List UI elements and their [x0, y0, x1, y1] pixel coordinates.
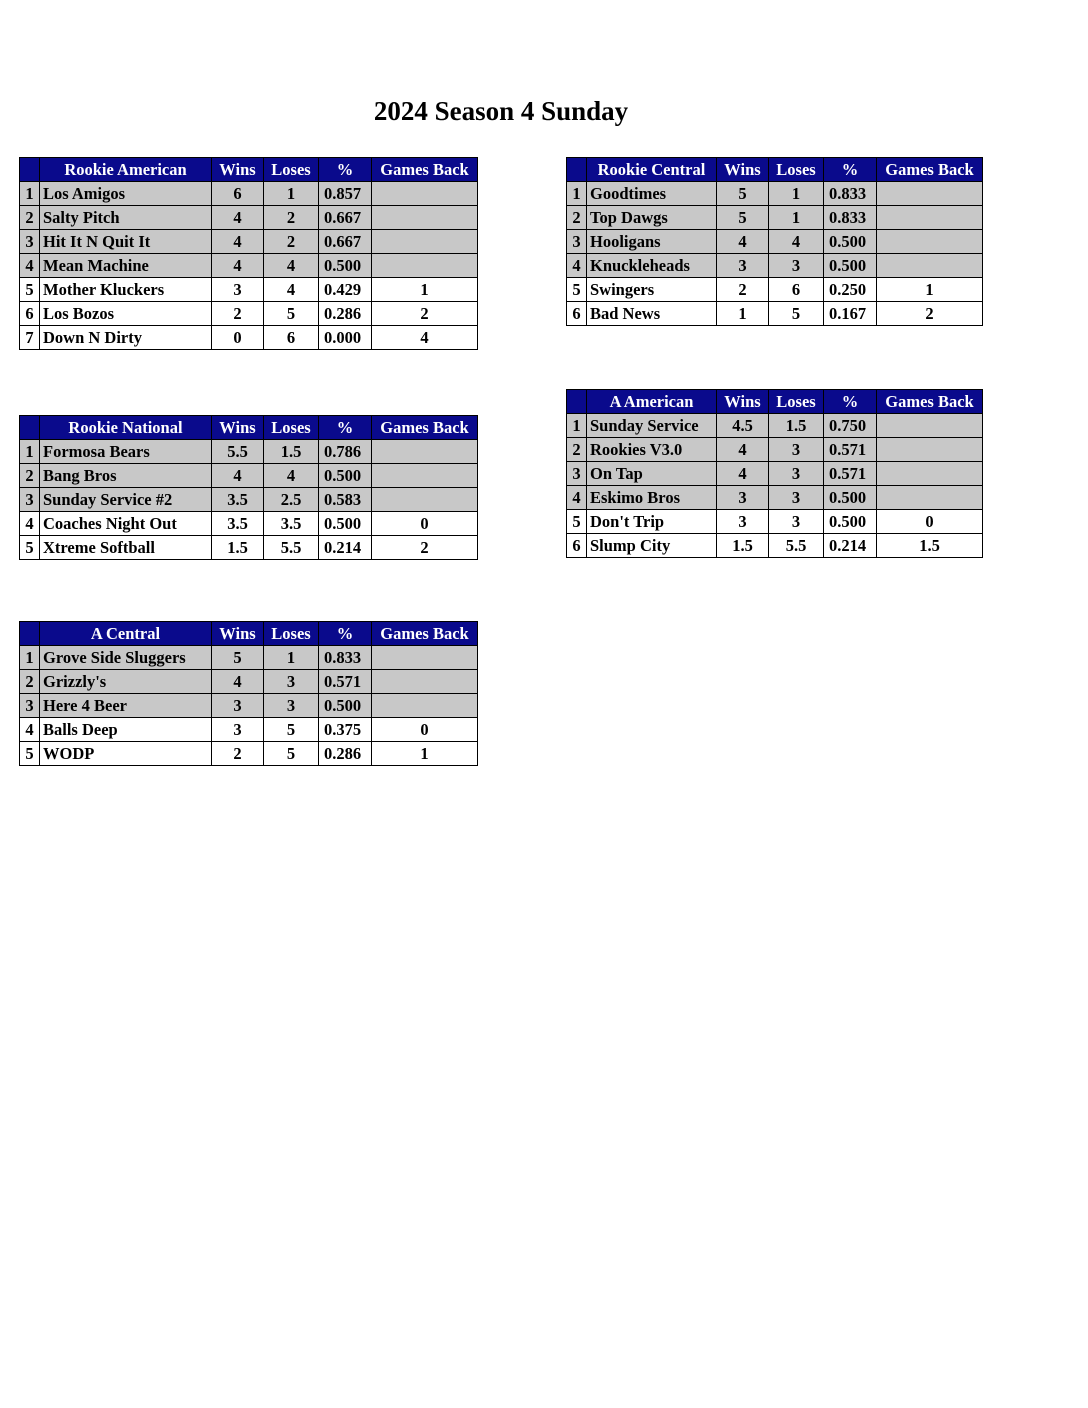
loses-cell: 3 [769, 462, 824, 486]
pct-cell: 0.250 [824, 278, 877, 302]
table-header-row [567, 158, 983, 182]
games-back-header: Games Back [877, 158, 983, 182]
page-title: 2024 Season 4 Sunday [373, 96, 629, 126]
games-back-header: Games Back [372, 416, 478, 440]
games-back-cell [372, 646, 478, 670]
rank-cell: 4 [20, 512, 40, 536]
team-name-cell: Mean Machine [40, 254, 212, 278]
wins-cell: 6 [212, 182, 264, 206]
rank-cell: 5 [20, 536, 40, 560]
games-back-cell [372, 230, 478, 254]
rank-cell: 5 [567, 510, 587, 534]
rank-cell: 1 [567, 414, 587, 438]
rank-header [567, 158, 587, 182]
rank-cell: 6 [567, 534, 587, 558]
team-name-cell: Salty Pitch [40, 206, 212, 230]
wins-cell: 0 [212, 326, 264, 350]
table-row [567, 534, 983, 558]
wins-cell: 2 [717, 278, 769, 302]
table-header-row [567, 390, 983, 414]
loses-header: Loses [264, 416, 319, 440]
games-back-cell: 0 [372, 718, 478, 742]
pct-cell: 0.667 [319, 230, 372, 254]
loses-cell: 1 [769, 206, 824, 230]
pct-cell: 0.786 [319, 440, 372, 464]
table-row [567, 486, 983, 510]
table-row [20, 488, 478, 512]
pct-header: % [319, 622, 372, 646]
team-name-cell: Grove Side Sluggers [40, 646, 212, 670]
table-row [20, 742, 478, 766]
loses-header: Loses [769, 390, 824, 414]
wins-cell: 5 [212, 646, 264, 670]
rank-cell: 4 [20, 254, 40, 278]
table-row [20, 254, 478, 278]
pct-cell: 0.571 [824, 462, 877, 486]
pct-cell: 0.833 [824, 182, 877, 206]
pct-cell: 0.583 [319, 488, 372, 512]
rank-cell: 2 [20, 206, 40, 230]
pct-cell: 0.500 [319, 512, 372, 536]
loses-cell: 4 [264, 464, 319, 488]
wins-cell: 2 [212, 302, 264, 326]
games-back-cell [372, 440, 478, 464]
games-back-cell: 1.5 [877, 534, 983, 558]
table-row [20, 464, 478, 488]
rank-cell: 3 [567, 462, 587, 486]
wins-cell: 5.5 [212, 440, 264, 464]
pct-cell: 0.214 [319, 536, 372, 560]
table-row [567, 230, 983, 254]
loses-cell: 3 [769, 486, 824, 510]
loses-cell: 6 [769, 278, 824, 302]
wins-cell: 2 [212, 742, 264, 766]
team-name-cell: Xtreme Softball [40, 536, 212, 560]
wins-cell: 4 [212, 254, 264, 278]
team-name-cell: Down N Dirty [40, 326, 212, 350]
loses-cell: 5.5 [769, 534, 824, 558]
team-name-cell: Goodtimes [587, 182, 717, 206]
table-row [20, 670, 478, 694]
pct-header: % [824, 158, 877, 182]
table-row [567, 278, 983, 302]
pct-cell: 0.500 [319, 464, 372, 488]
loses-cell: 5 [264, 718, 319, 742]
table-row [20, 278, 478, 302]
table-row [567, 462, 983, 486]
loses-cell: 4 [264, 254, 319, 278]
games-back-cell [877, 254, 983, 278]
pct-cell: 0.500 [319, 254, 372, 278]
rank-header [567, 390, 587, 414]
division-name: A Central [40, 622, 212, 646]
wins-header: Wins [212, 158, 264, 182]
pct-cell: 0.833 [824, 206, 877, 230]
team-name-cell: Eskimo Bros [587, 486, 717, 510]
team-name-cell: Los Amigos [40, 182, 212, 206]
games-back-cell [877, 486, 983, 510]
games-back-cell [372, 464, 478, 488]
table-row [20, 440, 478, 464]
rank-cell: 1 [20, 182, 40, 206]
standings-table-a-american [566, 389, 983, 558]
team-name-cell: Bang Bros [40, 464, 212, 488]
table-row [567, 510, 983, 534]
rank-cell: 1 [20, 646, 40, 670]
games-back-cell: 0 [372, 512, 478, 536]
pct-cell: 0.571 [319, 670, 372, 694]
wins-cell: 3 [212, 694, 264, 718]
games-back-cell [877, 182, 983, 206]
rank-cell: 5 [20, 278, 40, 302]
team-name-cell: On Tap [587, 462, 717, 486]
wins-cell: 4 [717, 230, 769, 254]
games-back-cell [372, 254, 478, 278]
rank-cell: 2 [20, 670, 40, 694]
loses-cell: 3 [264, 694, 319, 718]
table-row [20, 326, 478, 350]
games-back-cell [372, 670, 478, 694]
team-name-cell: Hooligans [587, 230, 717, 254]
wins-cell: 1.5 [717, 534, 769, 558]
loses-cell: 1 [769, 182, 824, 206]
pct-cell: 0.429 [319, 278, 372, 302]
table-row [20, 302, 478, 326]
table-row [567, 302, 983, 326]
rank-cell: 4 [20, 718, 40, 742]
team-name-cell: Here 4 Beer [40, 694, 212, 718]
loses-cell: 5 [769, 302, 824, 326]
rank-cell: 5 [567, 278, 587, 302]
team-name-cell: Knuckleheads [587, 254, 717, 278]
loses-cell: 5.5 [264, 536, 319, 560]
pct-cell: 0.214 [824, 534, 877, 558]
games-back-cell: 2 [372, 536, 478, 560]
pct-cell: 0.571 [824, 438, 877, 462]
team-name-cell: Bad News [587, 302, 717, 326]
team-name-cell: Top Dawgs [587, 206, 717, 230]
division-name: Rookie American [40, 158, 212, 182]
standings-table-a-central [19, 621, 478, 766]
wins-cell: 3 [717, 486, 769, 510]
pct-cell: 0.000 [319, 326, 372, 350]
loses-cell: 1.5 [264, 440, 319, 464]
games-back-cell: 4 [372, 326, 478, 350]
rank-cell: 6 [20, 302, 40, 326]
loses-header: Loses [264, 622, 319, 646]
wins-cell: 4 [212, 230, 264, 254]
loses-cell: 6 [264, 326, 319, 350]
loses-cell: 3.5 [264, 512, 319, 536]
wins-cell: 4 [212, 670, 264, 694]
table-header-row [20, 622, 478, 646]
rank-cell: 6 [567, 302, 587, 326]
pct-cell: 0.500 [319, 694, 372, 718]
loses-header: Loses [264, 158, 319, 182]
rank-cell: 2 [20, 464, 40, 488]
pct-header: % [319, 158, 372, 182]
rank-cell: 3 [20, 694, 40, 718]
loses-header: Loses [769, 158, 824, 182]
wins-header: Wins [717, 390, 769, 414]
standings-table-rookie-national [19, 415, 478, 560]
rank-cell: 3 [20, 230, 40, 254]
games-back-cell: 1 [372, 278, 478, 302]
wins-cell: 1.5 [212, 536, 264, 560]
pct-cell: 0.500 [824, 254, 877, 278]
loses-cell: 2 [264, 230, 319, 254]
wins-cell: 1 [717, 302, 769, 326]
team-name-cell: Don't Trip [587, 510, 717, 534]
team-name-cell: Swingers [587, 278, 717, 302]
loses-cell: 5 [264, 302, 319, 326]
team-name-cell: Sunday Service #2 [40, 488, 212, 512]
pct-cell: 0.167 [824, 302, 877, 326]
loses-cell: 5 [264, 742, 319, 766]
table-row [567, 206, 983, 230]
wins-cell: 3 [212, 278, 264, 302]
games-back-cell [877, 414, 983, 438]
table-row [20, 230, 478, 254]
standings-table-rookie-american [19, 157, 478, 350]
table-row [20, 512, 478, 536]
wins-cell: 4 [212, 464, 264, 488]
standings-table-rookie-central [566, 157, 983, 326]
table-row [567, 254, 983, 278]
pct-cell: 0.500 [824, 230, 877, 254]
rank-cell: 4 [567, 486, 587, 510]
rank-cell: 7 [20, 326, 40, 350]
pct-header: % [824, 390, 877, 414]
division-name: Rookie National [40, 416, 212, 440]
wins-cell: 4.5 [717, 414, 769, 438]
games-back-cell: 1 [877, 278, 983, 302]
loses-cell: 3 [769, 510, 824, 534]
wins-cell: 5 [717, 206, 769, 230]
pct-cell: 0.500 [824, 486, 877, 510]
table-row [567, 438, 983, 462]
wins-cell: 3.5 [212, 512, 264, 536]
rank-cell: 4 [567, 254, 587, 278]
games-back-cell [372, 694, 478, 718]
team-name-cell: WODP [40, 742, 212, 766]
team-name-cell: Los Bozos [40, 302, 212, 326]
rank-header [20, 622, 40, 646]
games-back-header: Games Back [372, 622, 478, 646]
rank-cell: 3 [567, 230, 587, 254]
table-row [20, 206, 478, 230]
rank-cell: 5 [20, 742, 40, 766]
games-back-header: Games Back [877, 390, 983, 414]
team-name-cell: Mother Kluckers [40, 278, 212, 302]
table-header-row [20, 416, 478, 440]
games-back-cell [372, 206, 478, 230]
rank-header [20, 416, 40, 440]
loses-cell: 2.5 [264, 488, 319, 512]
rank-cell: 2 [567, 438, 587, 462]
rank-cell: 1 [567, 182, 587, 206]
team-name-cell: Hit It N Quit It [40, 230, 212, 254]
table-row [20, 646, 478, 670]
games-back-cell [877, 438, 983, 462]
pct-cell: 0.286 [319, 302, 372, 326]
games-back-header: Games Back [372, 158, 478, 182]
table-row [20, 182, 478, 206]
games-back-cell: 1 [372, 742, 478, 766]
pct-cell: 0.286 [319, 742, 372, 766]
games-back-cell [877, 230, 983, 254]
team-name-cell: Rookies V3.0 [587, 438, 717, 462]
table-header-row [20, 158, 478, 182]
loses-cell: 3 [264, 670, 319, 694]
loses-cell: 3 [769, 438, 824, 462]
rank-header [20, 158, 40, 182]
division-name: Rookie Central [587, 158, 717, 182]
pct-cell: 0.500 [824, 510, 877, 534]
team-name-cell: Slump City [587, 534, 717, 558]
pct-cell: 0.857 [319, 182, 372, 206]
division-name: A American [587, 390, 717, 414]
games-back-cell: 2 [877, 302, 983, 326]
games-back-cell: 0 [877, 510, 983, 534]
wins-cell: 4 [212, 206, 264, 230]
team-name-cell: Coaches Night Out [40, 512, 212, 536]
loses-cell: 3 [769, 254, 824, 278]
loses-cell: 1.5 [769, 414, 824, 438]
rank-cell: 3 [20, 488, 40, 512]
team-name-cell: Balls Deep [40, 718, 212, 742]
rank-cell: 2 [567, 206, 587, 230]
wins-header: Wins [212, 416, 264, 440]
wins-cell: 3 [717, 254, 769, 278]
rank-cell: 1 [20, 440, 40, 464]
wins-cell: 3 [212, 718, 264, 742]
table-row [20, 694, 478, 718]
wins-header: Wins [717, 158, 769, 182]
team-name-cell: Grizzly's [40, 670, 212, 694]
table-row [567, 182, 983, 206]
games-back-cell [877, 206, 983, 230]
loses-cell: 1 [264, 646, 319, 670]
table-row [20, 536, 478, 560]
team-name-cell: Sunday Service [587, 414, 717, 438]
wins-cell: 3.5 [212, 488, 264, 512]
games-back-cell [372, 182, 478, 206]
team-name-cell: Formosa Bears [40, 440, 212, 464]
games-back-cell: 2 [372, 302, 478, 326]
loses-cell: 4 [769, 230, 824, 254]
loses-cell: 2 [264, 206, 319, 230]
pct-header: % [319, 416, 372, 440]
loses-cell: 4 [264, 278, 319, 302]
loses-cell: 1 [264, 182, 319, 206]
games-back-cell [877, 462, 983, 486]
wins-header: Wins [212, 622, 264, 646]
pct-cell: 0.667 [319, 206, 372, 230]
pct-cell: 0.750 [824, 414, 877, 438]
wins-cell: 3 [717, 510, 769, 534]
wins-cell: 4 [717, 462, 769, 486]
wins-cell: 5 [717, 182, 769, 206]
table-row [20, 718, 478, 742]
table-row [567, 414, 983, 438]
pct-cell: 0.375 [319, 718, 372, 742]
wins-cell: 4 [717, 438, 769, 462]
games-back-cell [372, 488, 478, 512]
pct-cell: 0.833 [319, 646, 372, 670]
